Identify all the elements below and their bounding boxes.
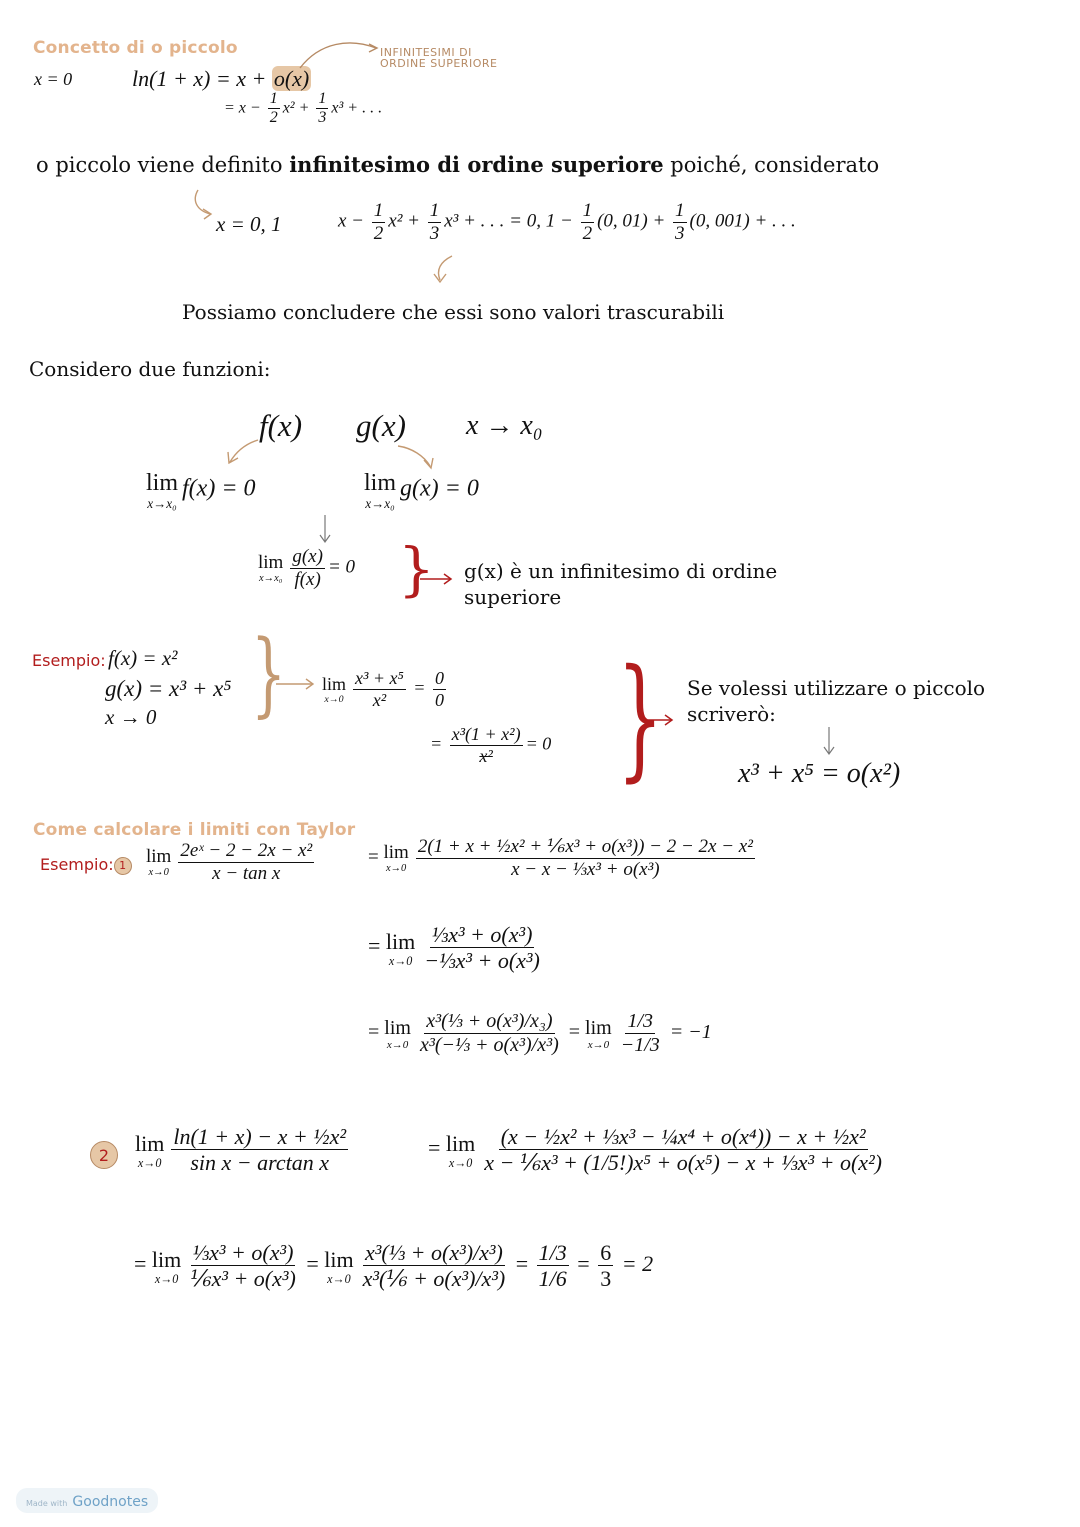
lim-g-body: g(x) = 0 (400, 475, 479, 502)
result-line2: superiore (464, 585, 562, 609)
intro-two-functions: Considero due funzioni: (29, 357, 271, 381)
ex1-step4-num: 1/3 (627, 1010, 654, 1032)
lim-sub: x→0 (324, 693, 344, 705)
eq: = (368, 846, 379, 868)
ln-expansion (132, 66, 311, 92)
definition-pre: o piccolo viene definito (36, 153, 290, 177)
result-line1: g(x) è un infinitesimo di ordine (464, 559, 778, 583)
series-tail: x³ + . . . (331, 99, 383, 117)
arrow-series-down (439, 256, 453, 280)
ex2-step2-num: ⅓x³ + o(x³) (192, 1240, 294, 1265)
definition-bold: infinitesimo di ordine superiore (289, 152, 664, 177)
ex1-den: x − tan x (212, 862, 281, 884)
lim-word: lim (146, 846, 172, 868)
series-prefix: = x − (224, 99, 265, 117)
lim-word: lim (383, 842, 409, 864)
definition-text (36, 152, 879, 177)
watermark-big: Goodnotes (72, 1494, 149, 1510)
eq: = (568, 1021, 581, 1044)
ex1-step2-den: −⅓x³ + o(x³) (424, 948, 540, 974)
piccolo-line1: Se volessi utilizzare o piccolo (687, 676, 986, 700)
arrow-definition-curve (195, 190, 210, 214)
lim-sub: x→0 (587, 1038, 610, 1051)
nseries-a: x − (338, 210, 369, 232)
eq: = (368, 932, 381, 958)
annotation-infinitesimi (380, 47, 497, 69)
nseries-e: (0, 001) + . . . (689, 210, 796, 232)
example-g: g(x) = x³ + x⁵ (105, 676, 232, 701)
piccolo-text (687, 675, 985, 727)
frac1-den: x² (372, 689, 387, 710)
lim-word: lim (384, 1016, 411, 1039)
ex1-step2-num: ⅓x³ + o(x³) (431, 922, 533, 947)
ln-expression: ln(1 + x) = x + (132, 66, 272, 91)
ex2-step3-num: x³(⅓ + o(x³)/x³) (364, 1240, 503, 1265)
example-x-to: x → 0 (105, 705, 157, 729)
ex2-step4-den: 1/6 (538, 1266, 567, 1292)
ex1-result: = −1 (669, 1021, 712, 1044)
ex2-steps (134, 1240, 653, 1292)
eq: = (306, 1250, 319, 1276)
eq: = (368, 1021, 380, 1044)
x-to-x0: x → x₀ (466, 410, 543, 441)
ex2-step4-num: 1/3 (538, 1240, 567, 1265)
lim-word: lim (445, 1130, 476, 1156)
ex2-step5-num: 6 (600, 1240, 612, 1265)
arrow-g-curve (398, 446, 430, 466)
badge-one: 1 (114, 857, 132, 875)
nseries-b: x² + (388, 210, 425, 232)
ratio-eq: = 0 (327, 556, 356, 578)
arrow-f-head (228, 452, 238, 463)
ex2-num: ln(1 + x) − x + ½x² (173, 1124, 347, 1149)
eq: = (577, 1250, 590, 1276)
arrow-o-x-head (369, 44, 377, 52)
red-brace-example: } (617, 641, 664, 795)
g-of-x: g(x) (356, 408, 406, 443)
lim-sub: x→0 (448, 1155, 473, 1170)
example-factor: = $\frac{\text{x³(1 + x²)}}{\text{x²}}$ = 0 (430, 724, 552, 766)
example-eq-zero: = 0 (525, 733, 552, 754)
lim-sub: x→0 (137, 1155, 162, 1170)
lim-sub: x→0 (385, 863, 407, 875)
heading-o-piccolo: Concetto di o piccolo (33, 38, 238, 58)
lim-word: lim (146, 470, 179, 496)
lim-sub: x→x₀ (147, 496, 177, 511)
ex1-start (146, 840, 317, 885)
lim-sub: x→0 (327, 1271, 351, 1286)
o-x-highlight: o(x) (273, 66, 310, 91)
ex2-step1-den: x − ⅙x³ + (1/5!)x⁵ + o(x⁵) − x + ⅓x³ + o(x²) (484, 1150, 882, 1176)
frac2-num: x³(1 + x²) (451, 724, 521, 744)
lim-word: lim (364, 470, 397, 496)
f-of-x: f(x) (259, 408, 303, 443)
esempio-label: Esempio: (32, 651, 106, 670)
arrow-definition-head (203, 209, 211, 219)
example-lim: lim x→0 $\frac{\text{x³ + x⁵}}{\text{x²}}$ = $\frac{0}{0}$ (322, 668, 444, 710)
conclusion-text: Possiamo concludere che essi sono valori trascurabili (182, 300, 725, 324)
ex1-step3 (368, 1010, 712, 1057)
ex2-step1-num: (x − ½x² + ⅓x³ − ¼x⁴ + o(x⁴)) − x + ½x² (500, 1124, 866, 1149)
ex1-step1 (368, 836, 758, 881)
lim-sub: x→x₀ (365, 496, 395, 511)
arrow-red-head-2 (665, 715, 672, 725)
ln-series: = x − $\frac{1}{2}$ x² + $\frac{1}{3}$ x³ + . . . (224, 90, 383, 127)
lim-f (146, 470, 256, 510)
definition-post: poiché, considerato (663, 153, 880, 177)
lim-word: lim (385, 928, 416, 954)
ex1-num: 2eˣ − 2 − 2x − x² (180, 840, 313, 861)
arrow-o-x-to-annotation (300, 43, 376, 68)
lim-word: lim (324, 1246, 354, 1272)
infinitesimo-result (464, 558, 777, 610)
series-mid: x² + (282, 99, 314, 117)
arrow-limit-head (320, 535, 330, 542)
tan-brace: } (251, 620, 287, 727)
ex2-step3-den: x³(⅙ + o(x³)/x³) (362, 1266, 506, 1292)
x-equals-zero: x = 0 (34, 69, 73, 89)
ex1-step3-den: x³(−⅓ + o(x³)/x³) (419, 1034, 559, 1056)
ratio-den: f(x) (294, 568, 321, 590)
ex2-start (135, 1124, 351, 1176)
eq: = (515, 1250, 529, 1276)
ex2-den: sin x − arctan x (190, 1150, 330, 1176)
frac1-num: x³ + x⁵ (355, 668, 404, 688)
lim-word: lim (585, 1016, 612, 1039)
ex1-step1-den: x − x − ⅓x³ + o(x³) (511, 858, 660, 880)
ex1-step3-num: x³(⅓ + o(x³)/x₃) (426, 1010, 553, 1032)
eq: = (428, 1134, 441, 1160)
goodnotes-watermark (16, 1488, 158, 1513)
arrow-tan-head (306, 679, 313, 689)
taylor-esempio-label: Esempio: (40, 855, 114, 874)
lim-ratio (258, 546, 355, 591)
ex1-step4-den: −1/3 (620, 1034, 660, 1056)
lim-word: lim (322, 673, 347, 694)
badge-two: 2 (90, 1141, 118, 1169)
eq: = (134, 1250, 147, 1276)
lim-word: lim (151, 1246, 182, 1272)
arrow-red-head-1 (444, 574, 451, 584)
ratio-num: g(x) (292, 546, 323, 567)
zero-num: 0 (434, 668, 444, 688)
watermark-small: Made with (26, 1499, 68, 1508)
ex1-step2 (368, 922, 545, 974)
ex1-step1-num: 2(1 + x + ½x² + ⅙x³ + o(x³)) − 2 − 2x − x² (417, 836, 753, 857)
lim-sub: x→0 (386, 1038, 409, 1051)
lim-f-body: f(x) = 0 (182, 475, 256, 502)
lim-sub: x→0 (148, 867, 169, 879)
example-f: f(x) = x² (108, 646, 178, 670)
lim-g (364, 470, 479, 510)
lim-word: lim (135, 1130, 165, 1156)
lim-sub: x→0 (154, 1271, 179, 1286)
lim-sub: x→0 (388, 953, 413, 968)
example-result: x³ + x⁵ = o(x²) (738, 758, 901, 789)
arrow-f-curve (230, 440, 258, 462)
annotation-line2: ORDINE SUPERIORE (380, 57, 498, 70)
piccolo-line2: scriverò: (687, 702, 776, 726)
heading-taylor: Come calcolare i limiti con Taylor (33, 820, 356, 840)
ex2-step1 (428, 1124, 887, 1176)
frac2-den: x² (479, 745, 493, 766)
arrow-series-head (434, 274, 446, 282)
ex2-step2-den: ⅙x³ + o(x³) (190, 1266, 296, 1292)
taylor-esempio (40, 855, 132, 875)
arrow-result-head (824, 747, 834, 754)
red-brace-right: } (398, 535, 435, 603)
nseries-d: (0, 01) + (597, 210, 671, 232)
ex2-result: = 2 (621, 1250, 654, 1276)
lim-sub: x→x₀ (259, 573, 283, 585)
nseries-c: x³ + . . . = 0, 1 − (444, 210, 578, 232)
ex2-step5-den: 3 (600, 1266, 612, 1292)
zero-den: 0 (434, 689, 444, 710)
arrow-g-head (424, 458, 433, 468)
annotation-line1: INFINITESIMI DI (380, 46, 472, 59)
x-value: x = 0, 1 (216, 212, 282, 236)
lim-word: lim (258, 552, 284, 574)
numeric-series: x − $\frac{1}{2}$ x² + $\frac{1}{3}$ x³ + . . . = 0, 1 − $\frac{1}{2}$ (0, 01) + $\frac{1}{3}$ (0, 001) + . . . (338, 200, 796, 244)
